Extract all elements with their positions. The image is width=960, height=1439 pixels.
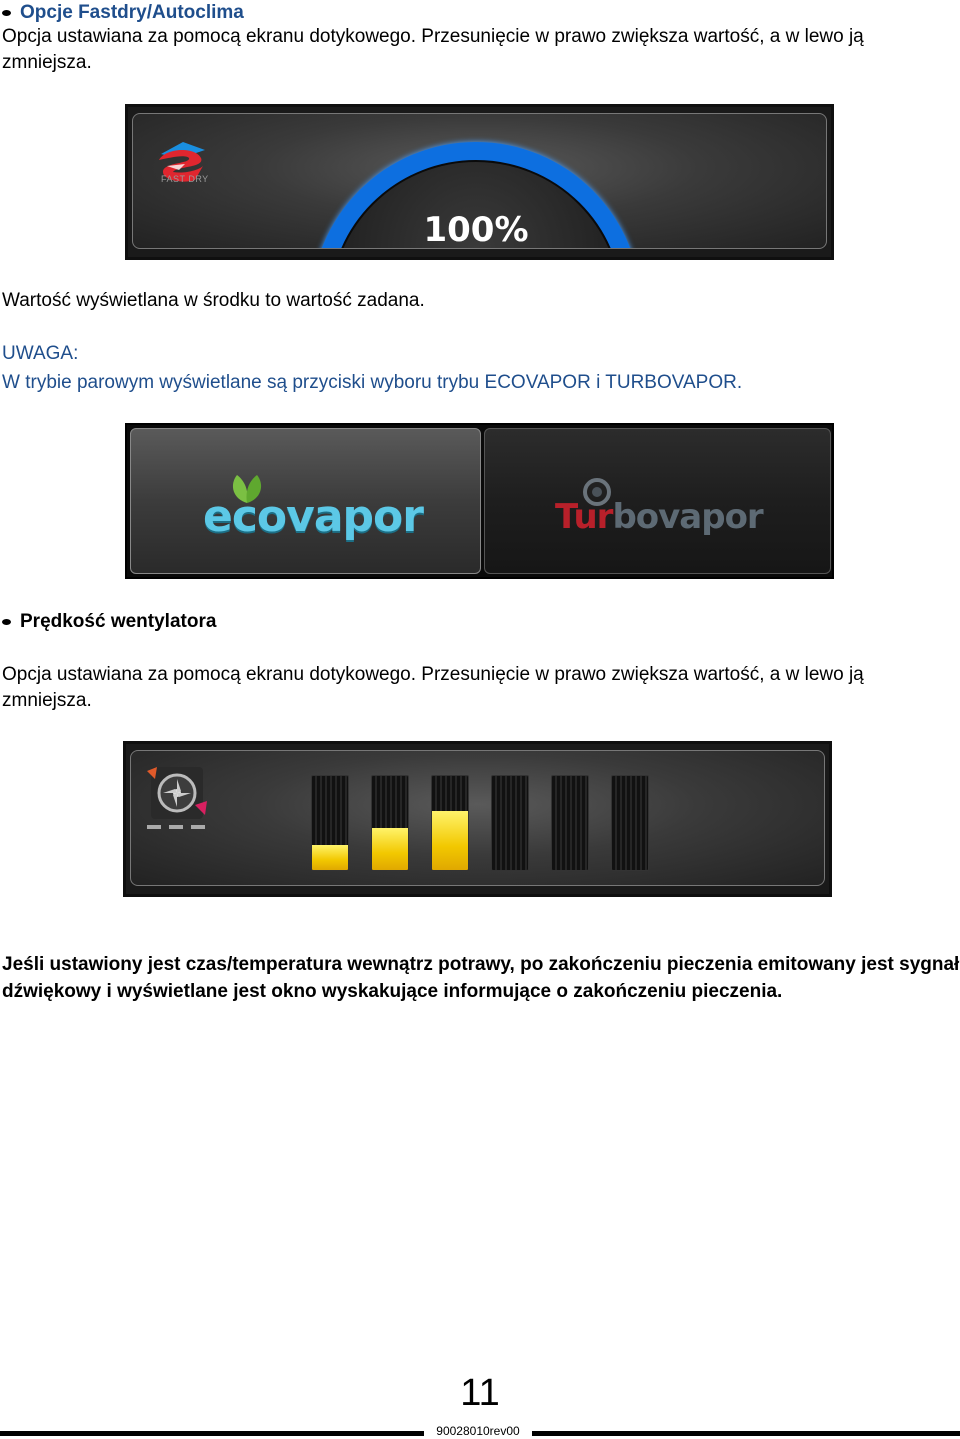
fan-speed-level-fill bbox=[312, 845, 348, 870]
fastdry-panel bbox=[125, 104, 834, 260]
vapor-mode-panel bbox=[125, 423, 834, 579]
fastdry-dial[interactable] bbox=[311, 142, 641, 249]
ecovapor-label: ecovapor bbox=[203, 491, 423, 542]
turbovapor-label bbox=[555, 497, 763, 537]
section-description: Opcja ustawiana za pomocą ekranu dotykowego. Przesunięcie w prawo zwiększa wartość, a w lewo ją bbox=[2, 664, 864, 685]
fan-speed-level-6[interactable] bbox=[611, 775, 649, 871]
value-info-text: Wartość wyświetlana w środku to wartość zadana. bbox=[2, 290, 425, 311]
fan-speed-level-3[interactable] bbox=[431, 775, 469, 871]
fan-speed-level-1[interactable] bbox=[311, 775, 349, 871]
turbovapor-button[interactable] bbox=[484, 428, 831, 574]
ecovapor-button[interactable] bbox=[130, 428, 481, 574]
fastdry-value: 100% bbox=[423, 210, 529, 249]
fan-dash-3 bbox=[191, 825, 205, 829]
footer-rule-left bbox=[0, 1431, 424, 1436]
fastdry-screen[interactable] bbox=[132, 113, 827, 249]
turbovapor-label-prefix: Tur bbox=[555, 497, 613, 537]
fan-speed-screen[interactable] bbox=[130, 750, 825, 886]
section-description-cont: zmniejsza. bbox=[2, 690, 92, 711]
warning-text: W trybie parowym wyświetlane są przyciski wyboru trybu ECOVAPOR i TURBOVAPOR. bbox=[2, 372, 743, 393]
document-code: 90028010rev00 bbox=[426, 1424, 530, 1438]
fan-icon bbox=[145, 765, 209, 825]
fan-speed-level-fill bbox=[432, 811, 468, 870]
fan-speed-level-5[interactable] bbox=[551, 775, 589, 871]
fan-speed-panel bbox=[123, 741, 832, 897]
warning-label: UWAGA: bbox=[2, 343, 79, 364]
fan-speed-level-2[interactable] bbox=[371, 775, 409, 871]
section-fan-heading-row bbox=[2, 609, 216, 635]
final-note-line2: dźwiękowy i wyświetlane jest okno wyskakujące informujące o zakończeniu pieczenia. bbox=[2, 981, 783, 1002]
fan-dash-2 bbox=[169, 825, 183, 829]
turbovapor-label-suffix: bovapor bbox=[612, 497, 763, 537]
bullet-icon bbox=[2, 10, 11, 16]
fan-speed-level-fill bbox=[372, 828, 408, 870]
page-number: 11 bbox=[460, 1372, 500, 1414]
section-fastdry-heading-row bbox=[2, 0, 244, 26]
section-heading: Prędkość wentylatora bbox=[20, 611, 217, 632]
fastdry-logo-label: FAST DRY bbox=[161, 174, 209, 184]
bullet-icon bbox=[2, 619, 11, 625]
fan-speed-level-4[interactable] bbox=[491, 775, 529, 871]
section-description-cont: zmniejsza. bbox=[2, 52, 92, 73]
section-heading: Opcje Fastdry/Autoclima bbox=[20, 2, 244, 23]
section-description: Opcja ustawiana za pomocą ekranu dotykowego. Przesunięcie w prawo zwiększa wartość, a w lewo ją bbox=[2, 26, 864, 47]
footer-rule-right bbox=[532, 1431, 960, 1436]
fan-dash-1 bbox=[147, 825, 161, 829]
final-note-line1: Jeśli ustawiony jest czas/temperatura wewnątrz potrawy, po zakończeniu pieczenia emitowany jest sygnał bbox=[2, 954, 960, 975]
